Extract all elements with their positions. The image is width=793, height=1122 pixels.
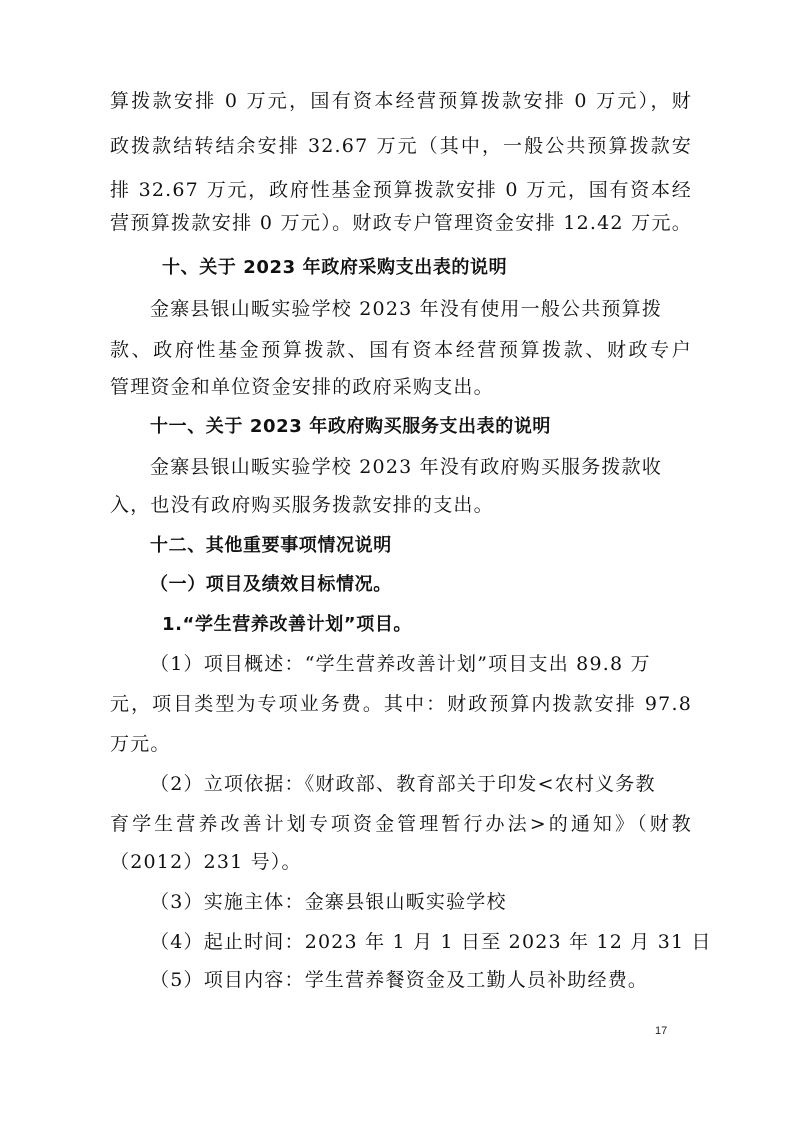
paragraph-line: （3）实施主体：金寨县银山畈实验学校 [150,891,507,913]
paragraph-line: 金寨县银山畈实验学校 2023 年没有政府购买服务拨款收 [150,456,663,478]
paragraph-line: 元，项目类型为专项业务费。其中：财政预算内拨款安排 97.8 [110,693,692,715]
paragraph-line: 金寨县银山畈实验学校 2023 年没有使用一般公共预算拨 [150,298,663,320]
paragraph-line: 万元。 [110,733,171,755]
paragraph-line: （1）项目概述：“学生营养改善计划”项目支出 89.8 万 [150,653,651,675]
paragraph-line: 管理资金和单位资金安排的政府采购支出。 [110,376,494,398]
paragraph-line: 算拨款安排 0 万元，国有资本经营预算拨款安排 0 万元），财 [110,90,692,112]
section-heading-10: 十、关于 2023 年政府采购支出表的说明 [162,257,508,278]
paragraph-line: （2）立项依据：《财政部、教育部关于印发<农村义务教 [150,773,656,795]
subsection-heading: （一）项目及绩效目标情况。 [150,574,392,595]
paragraph-line: （2012）231 号）。 [110,851,302,873]
paragraph-line: 育学生营养改善计划专项资金管理暂行办法>的通知》（财教 [110,813,692,835]
paragraph-line: 入，也没有政府购买服务拨款安排的支出。 [110,494,494,516]
section-heading-11: 十一、关于 2023 年政府购买服务支出表的说明 [150,416,552,437]
paragraph-line: 政拨款结转结余安排 32.67 万元（其中，一般公共预算拨款安 [110,135,692,157]
paragraph-line: 款、政府性基金预算拨款、国有资本经营预算拨款、财政专户 [110,339,692,361]
project-heading: 1.“学生营养改善计划”项目。 [162,614,413,635]
paragraph-line: 营预算拨款安排 0 万元）。财政专户管理资金安排 12.42 万元。 [110,212,692,234]
paragraph-line: （5）项目内容：学生营养餐资金及工勤人员补助经费。 [150,969,649,991]
paragraph-line: 排 32.67 万元，政府性基金预算拨款安排 0 万元，国有资本经 [110,179,692,201]
section-heading-12: 十二、其他重要事项情况说明 [150,535,392,556]
paragraph-line: （4）起止时间：2023 年 1 月 1 日至 2023 年 12 月 31 日 [150,931,712,953]
page-number: 17 [655,1025,668,1037]
